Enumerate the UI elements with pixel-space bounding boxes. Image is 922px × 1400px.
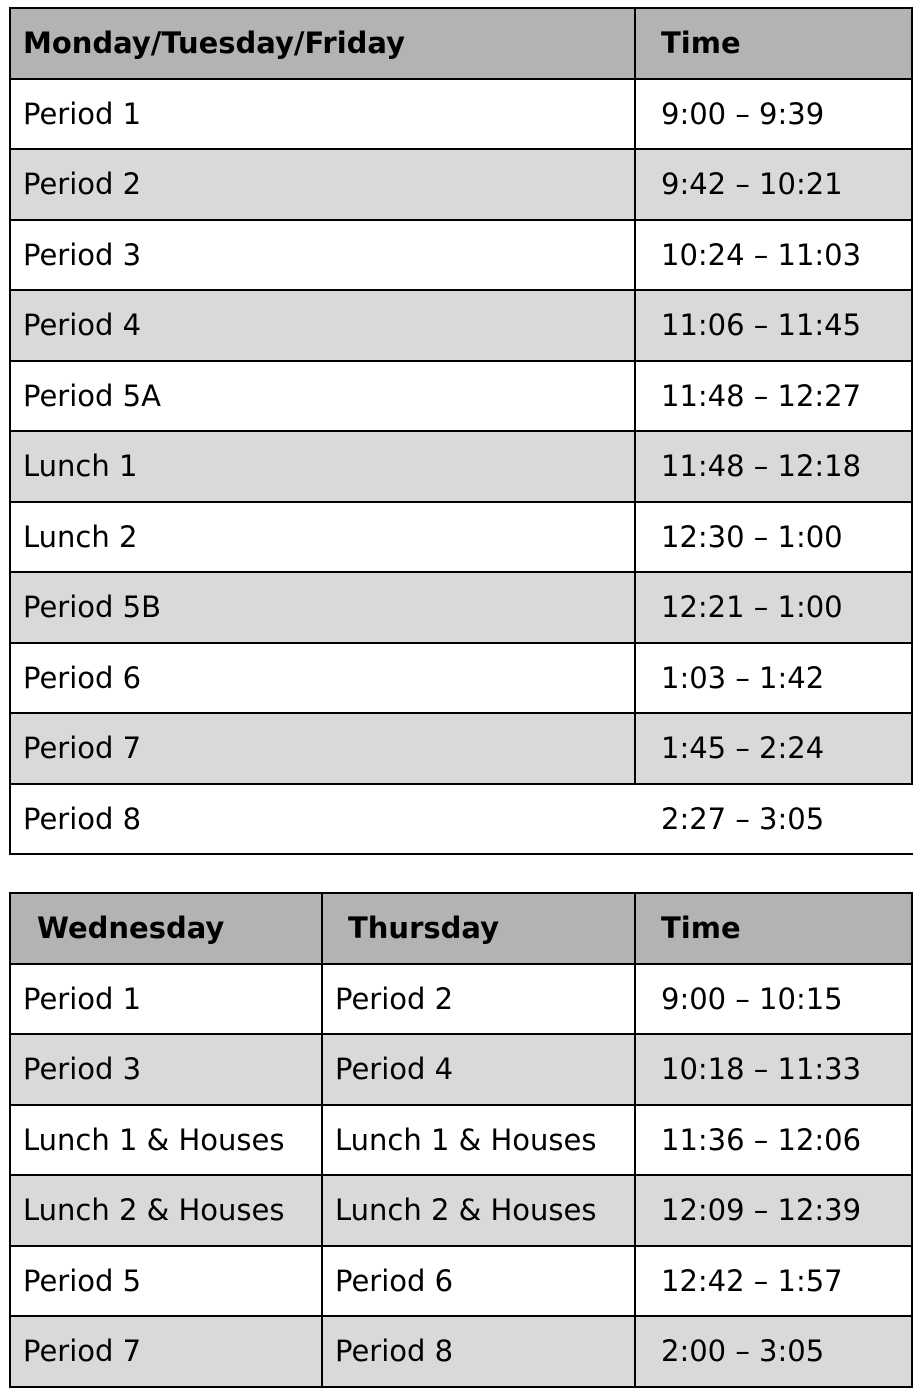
table-row [10, 1246, 912, 1317]
period-cell: Period 5A [10, 361, 635, 432]
table-row [10, 964, 912, 1035]
time-cell: 9:42 – 10:21 [635, 149, 912, 220]
time-cell: 12:09 – 12:39 [635, 1175, 912, 1246]
wednesday-cell: Period 3 [10, 1034, 322, 1105]
mon-tue-fri-schedule-table [9, 7, 913, 855]
table-row [10, 431, 912, 502]
table-row [10, 361, 912, 432]
table-header-row [10, 8, 912, 79]
time-cell: 12:30 – 1:00 [635, 502, 912, 573]
table-row [10, 1316, 912, 1387]
header-time: Time [635, 8, 912, 79]
time-cell: 9:00 – 9:39 [635, 79, 912, 150]
time-cell: 10:24 – 11:03 [635, 220, 912, 291]
thursday-cell: Period 2 [322, 964, 635, 1035]
time-cell: 12:21 – 1:00 [635, 572, 912, 643]
table-row [10, 572, 912, 643]
period-cell: Period 1 [10, 79, 635, 150]
table-row [10, 1175, 912, 1246]
table-row [10, 784, 912, 855]
table-row [10, 290, 912, 361]
header-wednesday: Wednesday [10, 893, 322, 964]
time-cell: 2:27 – 3:05 [635, 784, 912, 855]
period-cell: Lunch 2 [10, 502, 635, 573]
period-cell: Period 2 [10, 149, 635, 220]
time-cell: 1:45 – 2:24 [635, 713, 912, 784]
table-row [10, 713, 912, 784]
thursday-cell: Period 4 [322, 1034, 635, 1105]
table-row [10, 149, 912, 220]
wednesday-cell: Lunch 2 & Houses [10, 1175, 322, 1246]
period-cell: Period 8 [10, 784, 635, 855]
table-row [10, 220, 912, 291]
table-row [10, 79, 912, 150]
time-cell: 11:48 – 12:18 [635, 431, 912, 502]
time-cell: 1:03 – 1:42 [635, 643, 912, 714]
header-time: Time [635, 893, 912, 964]
period-cell: Period 6 [10, 643, 635, 714]
table-row [10, 1034, 912, 1105]
time-cell: 11:48 – 12:27 [635, 361, 912, 432]
table-row [10, 643, 912, 714]
period-cell: Period 4 [10, 290, 635, 361]
time-cell: 9:00 – 10:15 [635, 964, 912, 1035]
period-cell: Period 7 [10, 713, 635, 784]
period-cell: Lunch 1 [10, 431, 635, 502]
thursday-cell: Period 6 [322, 1246, 635, 1317]
time-cell: 11:06 – 11:45 [635, 290, 912, 361]
wed-thu-schedule-table [9, 892, 913, 1388]
time-cell: 2:00 – 3:05 [635, 1316, 912, 1387]
table-header-row [10, 893, 912, 964]
wednesday-cell: Period 5 [10, 1246, 322, 1317]
time-cell: 12:42 – 1:57 [635, 1246, 912, 1317]
thursday-cell: Period 8 [322, 1316, 635, 1387]
header-day: Monday/Tuesday/Friday [10, 8, 635, 79]
period-cell: Period 5B [10, 572, 635, 643]
thursday-cell: Lunch 1 & Houses [322, 1105, 635, 1176]
thursday-cell: Lunch 2 & Houses [322, 1175, 635, 1246]
wednesday-cell: Period 7 [10, 1316, 322, 1387]
table-row [10, 502, 912, 573]
table-row [10, 1105, 912, 1176]
period-cell: Period 3 [10, 220, 635, 291]
wednesday-cell: Lunch 1 & Houses [10, 1105, 322, 1176]
wednesday-cell: Period 1 [10, 964, 322, 1035]
time-cell: 10:18 – 11:33 [635, 1034, 912, 1105]
time-cell: 11:36 – 12:06 [635, 1105, 912, 1176]
header-thursday: Thursday [322, 893, 635, 964]
